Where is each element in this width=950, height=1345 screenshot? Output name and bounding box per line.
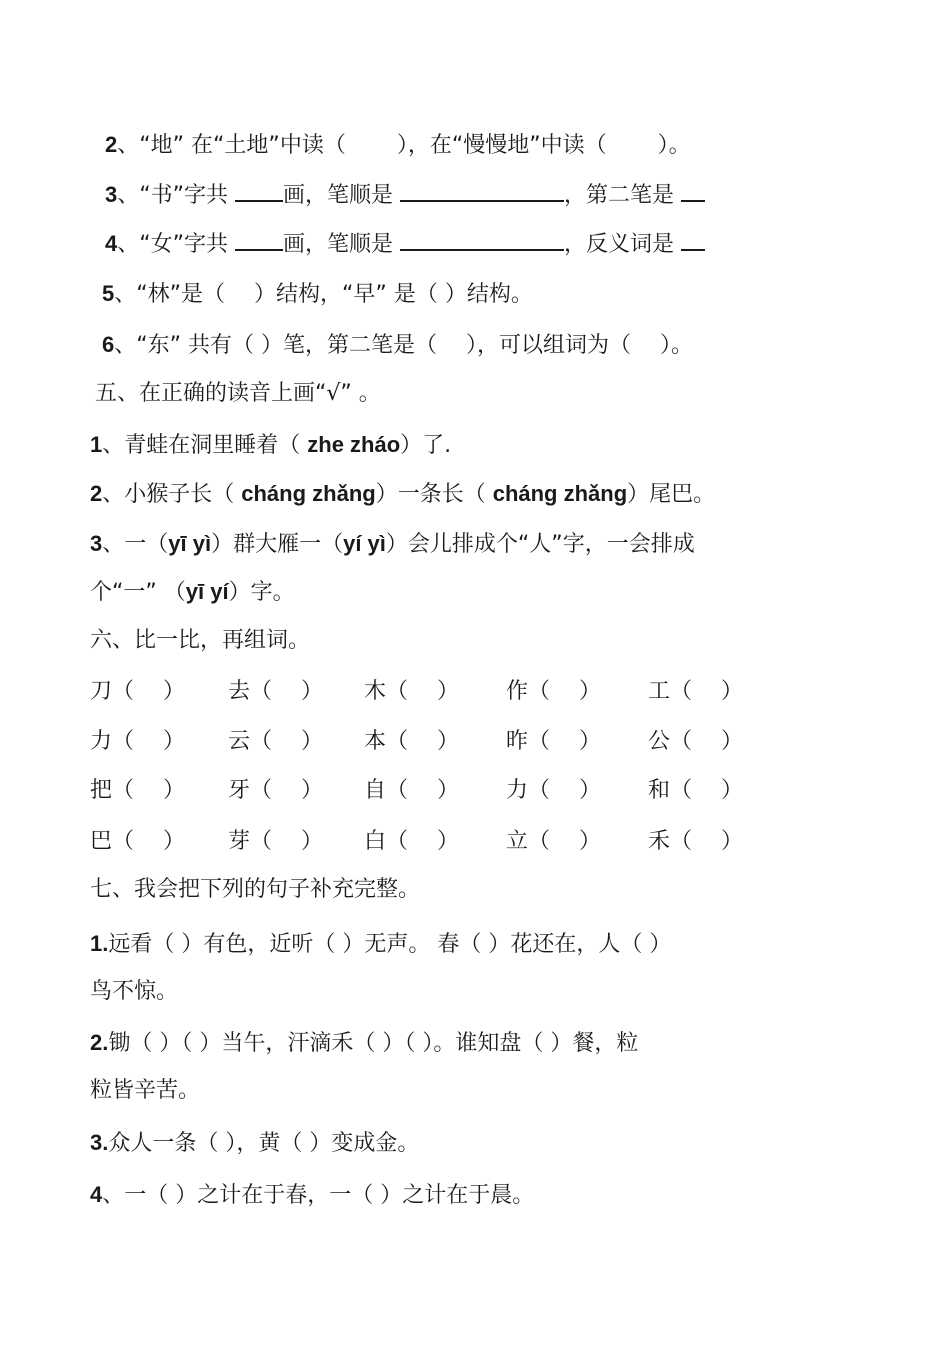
q7-2-line	[90, 1028, 638, 1059]
question-text: ）会儿排成个“人”字，一会排成	[385, 532, 695, 557]
question-number: 6	[102, 332, 115, 357]
question-text: 、小猴子长（	[102, 482, 242, 507]
q7-4-line	[90, 1180, 534, 1211]
word-pair-cell[interactable]: 白（ ）	[364, 829, 459, 854]
word-pair-cell[interactable]: 公（ ）	[648, 729, 743, 754]
q7-3-line	[90, 1128, 419, 1159]
question-text: 、“书”字共	[117, 183, 236, 208]
question-number: 2	[105, 132, 118, 157]
blank-line[interactable]	[235, 180, 283, 202]
question-number: 3.	[90, 1130, 109, 1155]
q5-2-line	[90, 479, 715, 510]
question-number: 4	[105, 231, 118, 256]
question-text: 、“女”字共	[117, 232, 236, 257]
word-pair-cell[interactable]: 刀（ ）	[90, 679, 185, 704]
q4-4-line	[105, 229, 705, 260]
word-pair-cell[interactable]: 作（ ）	[506, 679, 601, 704]
blank-line[interactable]	[681, 229, 705, 251]
word-pair-cell[interactable]: 把（ ）	[90, 778, 185, 803]
question-text: ，反义词是	[564, 232, 682, 257]
pinyin-options[interactable]: yí yì	[343, 531, 386, 556]
blank-line[interactable]	[400, 180, 564, 202]
question-text: 、一（	[102, 532, 169, 557]
question-text: 、“东” 共有（ ）笔，第二笔是（ ），可以组词为（ ）。	[114, 333, 694, 358]
question-number: 1	[90, 432, 103, 457]
q4-5-line	[102, 279, 533, 310]
question-text: ）群大雁一（	[211, 532, 344, 557]
pinyin-options[interactable]: cháng zhǎng	[492, 481, 628, 506]
pinyin-options[interactable]: cháng zhǎng	[241, 481, 376, 506]
q5-3-line	[90, 529, 695, 560]
question-text: 、“林”是（ ）结构，“早” 是（ ）结构。	[114, 282, 533, 307]
section5-heading: 五、在正确的读音上画“√” 。	[95, 381, 381, 406]
word-pair-cell[interactable]: 昨（ ）	[506, 729, 601, 754]
blank-line[interactable]	[681, 180, 705, 202]
q7-1-line	[90, 929, 671, 960]
question-text: ，第二笔是	[564, 183, 682, 208]
question-number: 3	[105, 182, 118, 207]
q4-2-line	[105, 130, 691, 161]
question-text: ）一条长（	[375, 482, 493, 507]
word-pair-cell[interactable]: 牙（ ）	[228, 778, 323, 803]
question-text: 、“地” 在“土地”中读（ ），在“慢慢地”中读（ ）。	[117, 133, 691, 158]
question-number: 1.	[90, 931, 109, 956]
question-number: 3	[90, 531, 103, 556]
question-text: ）了.	[400, 433, 452, 458]
question-text: 个“一” （	[90, 580, 186, 605]
word-pair-cell[interactable]: 云（ ）	[228, 729, 323, 754]
pinyin-options[interactable]: yī yí	[185, 579, 229, 604]
word-pair-cell[interactable]: 自（ ）	[364, 778, 459, 803]
q4-3-line	[105, 180, 705, 211]
section7-heading: 七、我会把下列的句子补充完整。	[90, 877, 421, 902]
question-number: 4	[90, 1182, 103, 1207]
word-pair-cell[interactable]: 本（ ）	[364, 729, 459, 754]
word-pair-cell[interactable]: 木（ ）	[364, 679, 459, 704]
pinyin-options[interactable]: yī yì	[168, 531, 212, 556]
word-pair-cell[interactable]: 工（ ）	[648, 679, 743, 704]
word-pair-cell[interactable]: 和（ ）	[648, 778, 743, 803]
question-number: 2.	[90, 1030, 109, 1055]
word-pair-cell[interactable]: 去（ ）	[228, 679, 323, 704]
question-number: 2	[90, 481, 103, 506]
q5-3b-line	[90, 577, 295, 608]
word-pair-cell[interactable]: 力（ ）	[90, 729, 185, 754]
question-text: 众人一条（ ），黄（ ）变成金。	[108, 1131, 420, 1156]
question-number: 5	[102, 281, 115, 306]
question-text: ）字。	[228, 580, 295, 605]
question-text: 画，笔顺是	[283, 232, 401, 257]
word-pair-cell[interactable]: 巴（ ）	[90, 829, 185, 854]
blank-line[interactable]	[400, 229, 564, 251]
pinyin-options[interactable]: zhe zháo	[307, 432, 401, 457]
word-pair-cell[interactable]: 立（ ）	[506, 829, 601, 854]
q5-1-line	[90, 430, 451, 461]
q4-6-line	[102, 330, 693, 361]
blank-line[interactable]	[235, 229, 283, 251]
question-text: ）尾巴。	[627, 482, 716, 507]
question-text: 远看（ ）有色，近听（ ）无声。 春（ ）花还在，人（ ）	[108, 932, 672, 957]
question-text: 、青蛙在洞里睡着（	[102, 433, 308, 458]
section6-heading: 六、比一比，再组词。	[90, 628, 311, 653]
question-text: 画，笔顺是	[283, 183, 401, 208]
word-pair-cell[interactable]: 力（ ）	[506, 778, 601, 803]
q7-1b-line: 鸟不惊。	[90, 979, 179, 1004]
word-pair-cell[interactable]: 芽（ ）	[228, 829, 323, 854]
word-pair-cell[interactable]: 禾（ ）	[648, 829, 743, 854]
question-text: 、一（ ）之计在于春，一（ ）之计在于晨。	[102, 1183, 535, 1208]
question-text: 锄（ ）（ ）当午，汗滴禾（ ）（ ）。谁知盘（ ）餐，粒	[108, 1031, 639, 1056]
q7-2b-line: 粒皆辛苦。	[90, 1078, 201, 1103]
